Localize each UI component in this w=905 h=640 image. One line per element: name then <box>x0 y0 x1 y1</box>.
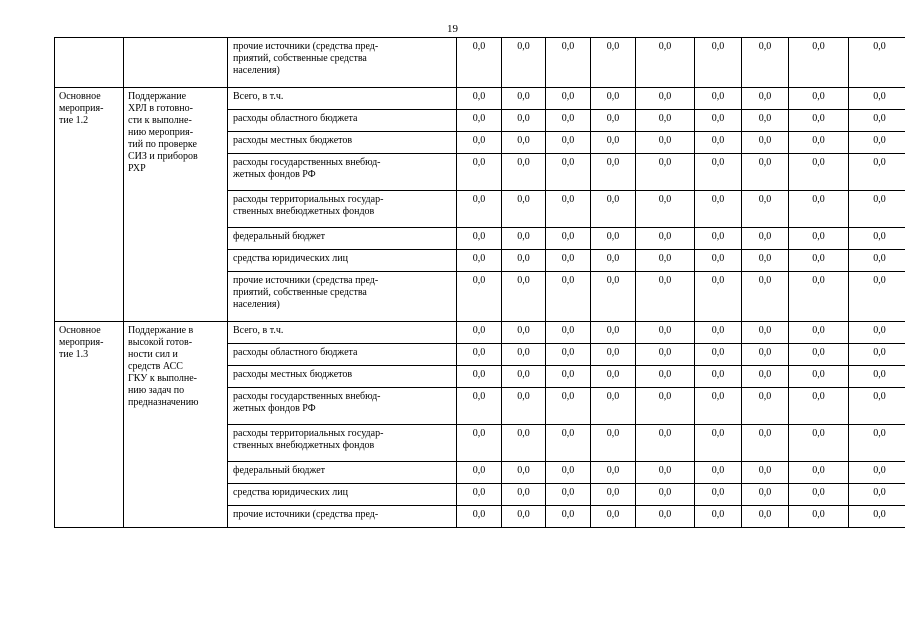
event-code: Основное мероприя- тие 1.3 <box>59 325 104 360</box>
amount-cell: 0,0 <box>546 38 591 88</box>
amount-cell: 0,0 <box>502 462 546 484</box>
amount-cell: 0,0 <box>742 366 789 388</box>
funding-source-cell <box>228 344 457 366</box>
amount-cell: 0,0 <box>591 88 636 110</box>
amount-cell: 0,0 <box>849 322 905 344</box>
amount-cell: 0,0 <box>789 88 849 110</box>
amount-cell: 0,0 <box>849 506 905 528</box>
amount-cell: 0,0 <box>636 366 695 388</box>
funding-source-cell <box>228 250 457 272</box>
amount-cell: 0,0 <box>742 110 789 132</box>
funding-source-cell <box>228 462 457 484</box>
amount-cell: 0,0 <box>457 388 502 425</box>
amount-cell: 0,0 <box>695 272 742 322</box>
amount-cell: 0,0 <box>546 132 591 154</box>
funding-source: расходы областного бюджета <box>233 347 358 358</box>
amount-cell: 0,0 <box>591 154 636 191</box>
funding-source: расходы территориальных государ- ственных внебюджетных фондов <box>233 194 384 217</box>
amount-cell: 0,0 <box>849 88 905 110</box>
amount-cell: 0,0 <box>591 425 636 462</box>
amount-cell: 0,0 <box>636 88 695 110</box>
amount-cell: 0,0 <box>695 425 742 462</box>
amount-cell: 0,0 <box>457 250 502 272</box>
amount-cell: 0,0 <box>502 506 546 528</box>
event-description-cell <box>124 38 228 88</box>
amount-cell: 0,0 <box>742 250 789 272</box>
amount-cell: 0,0 <box>849 250 905 272</box>
amount-cell: 0,0 <box>695 344 742 366</box>
amount-cell: 0,0 <box>849 425 905 462</box>
event-code-cell <box>55 38 124 88</box>
table-row <box>55 322 905 344</box>
amount-cell: 0,0 <box>636 132 695 154</box>
amount-cell: 0,0 <box>695 88 742 110</box>
amount-cell: 0,0 <box>502 344 546 366</box>
amount-cell: 0,0 <box>457 110 502 132</box>
amount-cell: 0,0 <box>849 462 905 484</box>
amount-cell: 0,0 <box>742 344 789 366</box>
amount-cell: 0,0 <box>502 322 546 344</box>
funding-source-cell <box>228 154 457 191</box>
amount-cell: 0,0 <box>502 38 546 88</box>
amount-cell: 0,0 <box>849 38 905 88</box>
amount-cell: 0,0 <box>636 110 695 132</box>
amount-cell: 0,0 <box>695 191 742 228</box>
funding-source-cell <box>228 322 457 344</box>
funding-source-cell <box>228 228 457 250</box>
amount-cell: 0,0 <box>457 366 502 388</box>
amount-cell: 0,0 <box>695 484 742 506</box>
funding-source-cell <box>228 88 457 110</box>
amount-cell: 0,0 <box>742 484 789 506</box>
amount-cell: 0,0 <box>849 366 905 388</box>
amount-cell: 0,0 <box>695 506 742 528</box>
amount-cell: 0,0 <box>636 506 695 528</box>
amount-cell: 0,0 <box>546 484 591 506</box>
event-code: Основное мероприя- тие 1.2 <box>59 91 104 126</box>
amount-cell: 0,0 <box>457 344 502 366</box>
amount-cell: 0,0 <box>636 344 695 366</box>
amount-cell: 0,0 <box>789 388 849 425</box>
amount-cell: 0,0 <box>636 272 695 322</box>
amount-cell: 0,0 <box>789 191 849 228</box>
amount-cell: 0,0 <box>457 132 502 154</box>
amount-cell: 0,0 <box>502 250 546 272</box>
amount-cell: 0,0 <box>789 250 849 272</box>
funding-source-cell <box>228 484 457 506</box>
amount-cell: 0,0 <box>742 506 789 528</box>
amount-cell: 0,0 <box>457 462 502 484</box>
amount-cell: 0,0 <box>457 484 502 506</box>
amount-cell: 0,0 <box>789 272 849 322</box>
funding-source-cell <box>228 272 457 322</box>
funding-source: расходы местных бюджетов <box>233 135 353 146</box>
amount-cell: 0,0 <box>546 272 591 322</box>
amount-cell: 0,0 <box>591 132 636 154</box>
funding-source-cell <box>228 388 457 425</box>
amount-cell: 0,0 <box>742 228 789 250</box>
event-description: Поддержание ХРЛ в готовно- сти к выполне- нию мероприя- тий по проверке СИЗ и приборов РХР <box>128 91 198 174</box>
amount-cell: 0,0 <box>849 272 905 322</box>
amount-cell: 0,0 <box>789 38 849 88</box>
amount-cell: 0,0 <box>546 88 591 110</box>
funding-source: прочие источники (средства пред- <box>233 509 379 520</box>
amount-cell: 0,0 <box>742 132 789 154</box>
amount-cell: 0,0 <box>695 322 742 344</box>
amount-cell: 0,0 <box>849 228 905 250</box>
amount-cell: 0,0 <box>849 388 905 425</box>
table-row <box>55 38 905 88</box>
amount-cell: 0,0 <box>849 484 905 506</box>
amount-cell: 0,0 <box>636 484 695 506</box>
amount-cell: 0,0 <box>789 154 849 191</box>
amount-cell: 0,0 <box>636 388 695 425</box>
amount-cell: 0,0 <box>457 425 502 462</box>
amount-cell: 0,0 <box>457 88 502 110</box>
amount-cell: 0,0 <box>742 38 789 88</box>
funding-source: прочие источники (средства пред- приятий, собственные средства населения) <box>233 41 379 76</box>
amount-cell: 0,0 <box>591 272 636 322</box>
amount-cell: 0,0 <box>591 462 636 484</box>
amount-cell: 0,0 <box>636 462 695 484</box>
amount-cell: 0,0 <box>695 38 742 88</box>
funding-source-cell <box>228 506 457 528</box>
amount-cell: 0,0 <box>502 191 546 228</box>
amount-cell: 0,0 <box>695 228 742 250</box>
amount-cell: 0,0 <box>546 191 591 228</box>
amount-cell: 0,0 <box>546 462 591 484</box>
amount-cell: 0,0 <box>636 191 695 228</box>
amount-cell: 0,0 <box>457 38 502 88</box>
amount-cell: 0,0 <box>502 228 546 250</box>
funding-source: расходы территориальных государ- ственных внебюджетных фондов <box>233 428 384 451</box>
amount-cell: 0,0 <box>457 191 502 228</box>
funding-source: расходы государственных внебюд- жетных фондов РФ <box>233 391 381 414</box>
amount-cell: 0,0 <box>591 228 636 250</box>
amount-cell: 0,0 <box>502 110 546 132</box>
amount-cell: 0,0 <box>546 228 591 250</box>
funding-source: федеральный бюджет <box>233 465 326 476</box>
funding-source: средства юридических лиц <box>233 487 348 498</box>
amount-cell: 0,0 <box>695 250 742 272</box>
amount-cell: 0,0 <box>789 110 849 132</box>
amount-cell: 0,0 <box>591 344 636 366</box>
amount-cell: 0,0 <box>636 154 695 191</box>
amount-cell: 0,0 <box>789 462 849 484</box>
amount-cell: 0,0 <box>849 132 905 154</box>
amount-cell: 0,0 <box>502 88 546 110</box>
budget-table <box>54 37 905 528</box>
funding-source-cell <box>228 191 457 228</box>
amount-cell: 0,0 <box>546 110 591 132</box>
amount-cell: 0,0 <box>502 154 546 191</box>
funding-source: расходы государственных внебюд- жетных фондов РФ <box>233 157 381 180</box>
amount-cell: 0,0 <box>849 191 905 228</box>
funding-source: средства юридических лиц <box>233 253 348 264</box>
amount-cell: 0,0 <box>457 228 502 250</box>
event-description: Поддержание в высокой готов- ности сил и средств АСС ГКУ к выполне- нию задач по предназначению <box>128 325 199 408</box>
amount-cell: 0,0 <box>789 484 849 506</box>
amount-cell: 0,0 <box>636 322 695 344</box>
amount-cell: 0,0 <box>502 132 546 154</box>
amount-cell: 0,0 <box>742 272 789 322</box>
funding-source: федеральный бюджет <box>233 231 326 242</box>
amount-cell: 0,0 <box>695 388 742 425</box>
amount-cell: 0,0 <box>591 38 636 88</box>
event-description-cell <box>124 88 228 322</box>
amount-cell: 0,0 <box>695 366 742 388</box>
amount-cell: 0,0 <box>636 425 695 462</box>
amount-cell: 0,0 <box>742 388 789 425</box>
amount-cell: 0,0 <box>695 110 742 132</box>
amount-cell: 0,0 <box>546 250 591 272</box>
amount-cell: 0,0 <box>457 506 502 528</box>
amount-cell: 0,0 <box>849 154 905 191</box>
funding-source-cell <box>228 366 457 388</box>
amount-cell: 0,0 <box>457 322 502 344</box>
amount-cell: 0,0 <box>742 462 789 484</box>
amount-cell: 0,0 <box>636 38 695 88</box>
amount-cell: 0,0 <box>591 388 636 425</box>
funding-source-cell <box>228 132 457 154</box>
amount-cell: 0,0 <box>591 191 636 228</box>
amount-cell: 0,0 <box>695 154 742 191</box>
amount-cell: 0,0 <box>789 366 849 388</box>
amount-cell: 0,0 <box>789 506 849 528</box>
amount-cell: 0,0 <box>502 388 546 425</box>
funding-source-cell <box>228 38 457 88</box>
amount-cell: 0,0 <box>591 506 636 528</box>
amount-cell: 0,0 <box>546 344 591 366</box>
event-description-cell <box>124 322 228 528</box>
amount-cell: 0,0 <box>546 506 591 528</box>
funding-source-cell <box>228 110 457 132</box>
amount-cell: 0,0 <box>502 425 546 462</box>
amount-cell: 0,0 <box>457 272 502 322</box>
amount-cell: 0,0 <box>742 88 789 110</box>
amount-cell: 0,0 <box>546 388 591 425</box>
amount-cell: 0,0 <box>591 110 636 132</box>
amount-cell: 0,0 <box>695 462 742 484</box>
table-row <box>55 88 905 110</box>
amount-cell: 0,0 <box>789 132 849 154</box>
amount-cell: 0,0 <box>742 191 789 228</box>
amount-cell: 0,0 <box>591 484 636 506</box>
amount-cell: 0,0 <box>789 322 849 344</box>
amount-cell: 0,0 <box>849 110 905 132</box>
amount-cell: 0,0 <box>591 366 636 388</box>
amount-cell: 0,0 <box>546 154 591 191</box>
page-number: 19 <box>447 23 458 35</box>
amount-cell: 0,0 <box>742 154 789 191</box>
amount-cell: 0,0 <box>742 425 789 462</box>
funding-source: прочие источники (средства пред- приятий, собственные средства населения) <box>233 275 379 310</box>
amount-cell: 0,0 <box>546 425 591 462</box>
funding-source: расходы областного бюджета <box>233 113 358 124</box>
amount-cell: 0,0 <box>457 154 502 191</box>
amount-cell: 0,0 <box>789 425 849 462</box>
amount-cell: 0,0 <box>636 228 695 250</box>
amount-cell: 0,0 <box>502 484 546 506</box>
amount-cell: 0,0 <box>789 228 849 250</box>
funding-source-cell <box>228 425 457 462</box>
funding-source: Всего, в т.ч. <box>233 91 284 102</box>
amount-cell: 0,0 <box>502 366 546 388</box>
amount-cell: 0,0 <box>546 366 591 388</box>
amount-cell: 0,0 <box>789 344 849 366</box>
event-code-cell <box>55 322 124 528</box>
funding-source: Всего, в т.ч. <box>233 325 284 336</box>
amount-cell: 0,0 <box>849 344 905 366</box>
amount-cell: 0,0 <box>742 322 789 344</box>
amount-cell: 0,0 <box>546 322 591 344</box>
event-code-cell <box>55 88 124 322</box>
amount-cell: 0,0 <box>695 132 742 154</box>
amount-cell: 0,0 <box>591 322 636 344</box>
amount-cell: 0,0 <box>591 250 636 272</box>
amount-cell: 0,0 <box>502 272 546 322</box>
funding-source: расходы местных бюджетов <box>233 369 353 380</box>
amount-cell: 0,0 <box>636 250 695 272</box>
table-body <box>55 38 905 528</box>
